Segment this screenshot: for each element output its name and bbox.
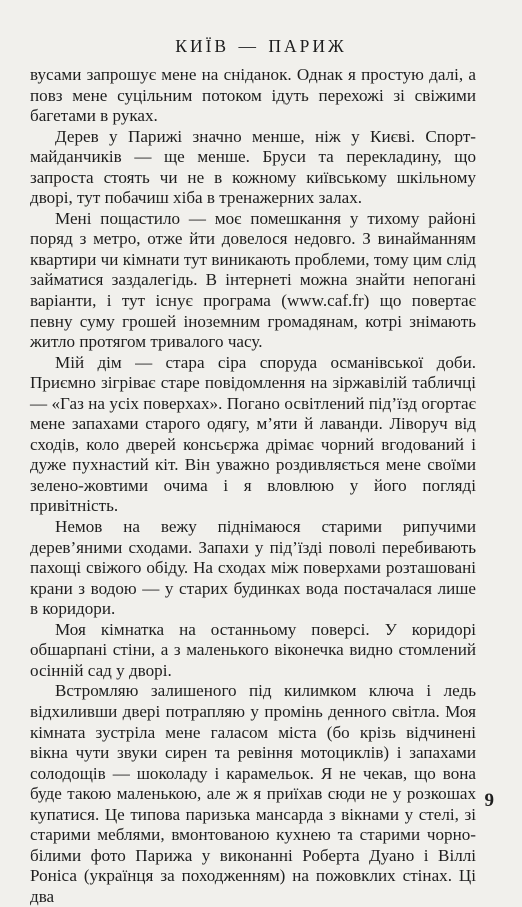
- paragraph: Моя кімнатка на останньому поверсі. У коридорі обшарпані стіни, а з маленького віконечка видно стомлений осінній сад у дворі.: [30, 619, 476, 680]
- paragraph-continued: вусами запрошує мене на сніданок. Однак я простую далі, а повз мене суцільним потоком ідуть перехожі зі свіжими багетами в руках.: [30, 65, 476, 126]
- paragraph: Мій дім — стара сіра споруда османівської доби. Приємно зігріває старе повідомлення на зіржавілій табличці — «Газ на усіх поверхах». Погано освітлений під’їзд огортає мене запахами старого одягу, м’яти й лаванди. Ліворуч від сходів, коло дверей консьєржа дрімає чорний вгодований і дуже пухнастий кіт. Він уважно роздивляється мене своїми зелено-жовтими очима і я вловлюю у його погляді привітність.: [30, 352, 476, 516]
- body-text: [30, 65, 476, 907]
- paragraph: Встромляю залишеного під килимком ключа і ледь відхиливши двері потрапляю у промінь денного світла. Моя кімната зустріла мене галасом міста (бо крізь відчинені вікна чути звуки сирен та ревіння мотоциклів) і запахами солодощів — шоколаду і карамельок. Я не чекав, що вона буде такою маленькою, але ж я приїхав сюди не у розкошах купатися. Це типова паризька мансарда з вікнами у стелі, зі старими меблями, вмонтованою кухнею та старими чорно-білими фото Парижа у виконанні Роберта Дуано і Віллі Роніса (українця за походженням) на пожовклих стінах. Ці два: [30, 681, 476, 906]
- paragraph: Мені пощастило — моє помешкання у тихому районі поряд з метро, отже йти довелося недовго. З винайманням квартири чи кімнати тут виникають проблеми, тому цим слід займатися заздалегідь. В інтернеті можна знайти непогані варіанти, і тут існує програма (www.caf.fr) що повертає певну суму грошей іноземним громадянам, котрі знімають житло протягом тривалого часу.: [30, 208, 476, 352]
- page-number: 9: [484, 790, 494, 811]
- paragraph: Немов на вежу піднімаюся старими рипучими дерев’яними сходами. Запахи у під’їзді поволі перебивають пахощі свіжого обіду. На сходах між поверхами розташовані крани з водою — у старих будинках вода постачалася лише в коридори.: [30, 517, 476, 619]
- running-title: КИЇВ — ПАРИЖ: [175, 36, 347, 56]
- paragraph: Дерев у Парижі значно менше, ніж у Києві. Спорт-майданчиків — ще менше. Бруси та перекладину, що запроста стоять чи не в кожному київському шкільному дворі, тут побачиш хіба в тренажерних залах.: [30, 126, 476, 208]
